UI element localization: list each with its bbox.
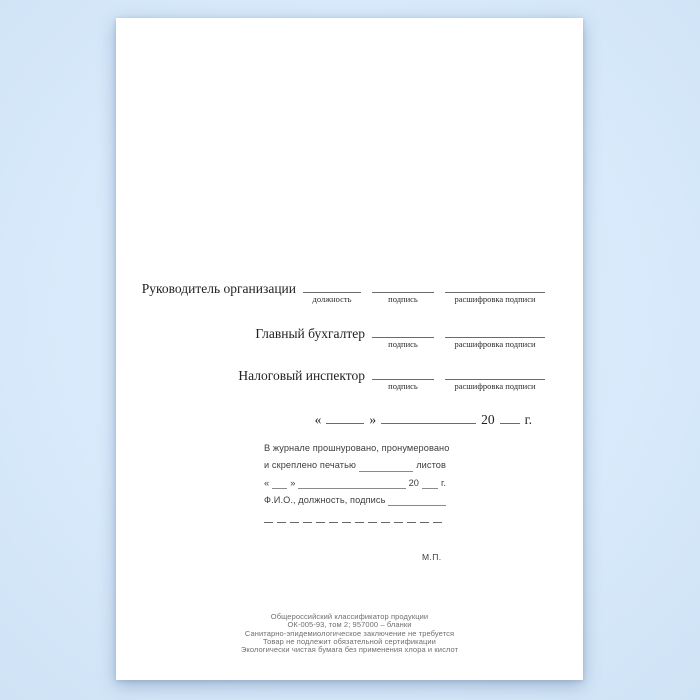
sheets-count-fill-line bbox=[359, 461, 413, 472]
field-signature bbox=[372, 279, 434, 304]
footer-line: Санитарно-эпидемиологическое заключение не требуется bbox=[244, 628, 455, 638]
field-caption: подпись bbox=[388, 381, 418, 391]
signature-row-label: Налоговый инспектор bbox=[238, 368, 365, 383]
date-row bbox=[315, 410, 532, 427]
signature-row-label: Руководитель организации bbox=[141, 281, 296, 296]
field-caption: расшифровка подписи bbox=[454, 339, 536, 349]
month-fill-line bbox=[298, 478, 405, 489]
binding-note bbox=[264, 440, 450, 523]
year-fill-line bbox=[422, 478, 438, 489]
close-quote: » bbox=[290, 477, 296, 488]
open-quote: « bbox=[264, 477, 270, 488]
binding-note-line-2 bbox=[264, 457, 446, 474]
signature-row-director bbox=[142, 279, 545, 304]
signature-row-tax-inspector bbox=[238, 366, 545, 391]
binding-note-line-3 bbox=[264, 475, 446, 492]
day-fill-line bbox=[272, 478, 287, 489]
close-quote: » bbox=[369, 412, 377, 427]
fill-line bbox=[372, 279, 434, 293]
fill-line bbox=[372, 366, 434, 380]
note-text: листов bbox=[416, 460, 446, 471]
field-signature-transcript bbox=[445, 366, 545, 391]
name-fill-line bbox=[388, 495, 446, 506]
field-caption: должность bbox=[312, 294, 352, 304]
note-text: Ф.И.О., должность, подпись bbox=[264, 494, 386, 505]
footer-line: Экологически чистая бумага без применения хлора и кислот bbox=[240, 645, 459, 655]
field-signature-transcript bbox=[445, 324, 545, 349]
dashed-fill-line bbox=[264, 521, 446, 523]
field-caption: подпись bbox=[388, 294, 418, 304]
field-caption: подпись bbox=[388, 339, 418, 349]
open-quote: « bbox=[314, 412, 322, 427]
field-caption: расшифровка подписи bbox=[454, 294, 536, 304]
binding-note-line-4 bbox=[264, 492, 446, 509]
footer-line: Товар не подлежит обязательной сертификации bbox=[263, 636, 436, 646]
signature-row-label: Главный бухгалтер bbox=[255, 326, 365, 341]
field-signature-transcript bbox=[445, 279, 545, 304]
field-position bbox=[303, 279, 361, 304]
footer-line: Общероссийский классификатор продукции bbox=[270, 612, 429, 621]
field-caption: расшифровка подписи bbox=[454, 381, 536, 391]
year-fill-line bbox=[500, 410, 520, 424]
note-text: и скреплено печатью bbox=[264, 460, 356, 471]
day-fill-line bbox=[326, 410, 364, 424]
fill-line bbox=[445, 324, 545, 338]
signature-row-chief-accountant bbox=[255, 324, 545, 349]
year-prefix: 20 bbox=[408, 477, 420, 488]
fill-line bbox=[303, 279, 361, 293]
document-page bbox=[116, 18, 583, 680]
month-fill-line bbox=[381, 410, 476, 424]
field-signature bbox=[372, 366, 434, 391]
year-suffix: г. bbox=[441, 477, 446, 488]
field-signature bbox=[372, 324, 434, 349]
year-suffix: г. bbox=[524, 412, 532, 427]
fill-line bbox=[445, 279, 545, 293]
footer-line: ОК-005-93, том 2; 957000 – бланки bbox=[287, 620, 412, 630]
fill-line bbox=[372, 324, 434, 338]
fill-line bbox=[445, 366, 545, 380]
year-prefix: 20 bbox=[481, 412, 495, 427]
binding-note-line-1: В журнале прошнуровано, пронумеровано bbox=[264, 443, 450, 453]
seal-mark: М.П. bbox=[422, 552, 442, 562]
footer bbox=[116, 613, 583, 654]
